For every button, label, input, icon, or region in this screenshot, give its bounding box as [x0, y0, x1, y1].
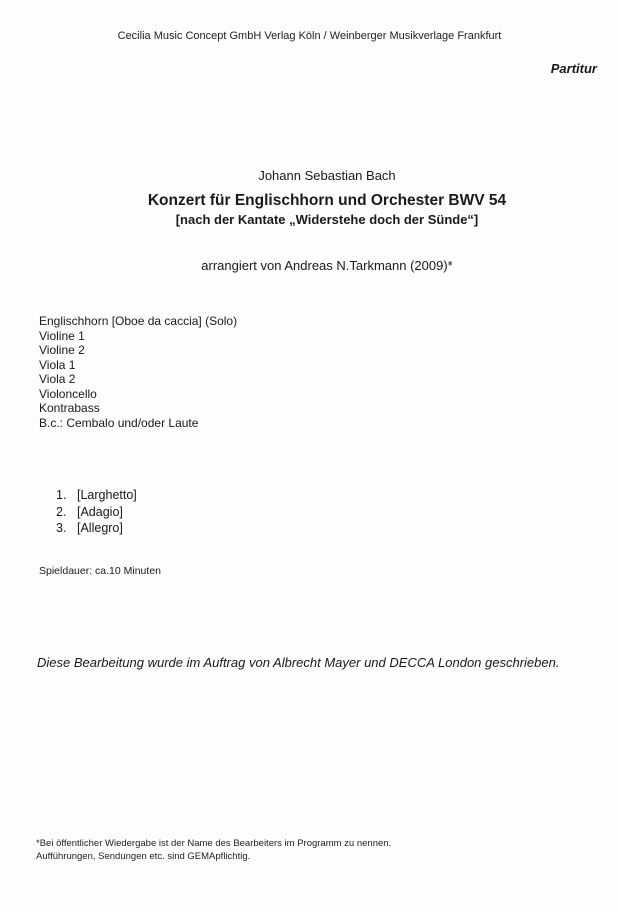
instrumentation-list [39, 314, 237, 430]
footnote [36, 838, 391, 863]
movement-number: 3. [56, 521, 67, 535]
movement-list [56, 487, 137, 537]
movement-item [56, 487, 137, 504]
instrument-item: Violine 2 [39, 343, 85, 357]
instrument-item: Viola 1 [39, 357, 76, 372]
commission-note: Diese Bearbeitung wurde im Auftrag von Albrecht Mayer und DECCA London geschrieben. [37, 655, 560, 670]
movement-number: 1. [56, 488, 67, 502]
work-subtitle: [nach der Kantate „Widerstehe doch der Sünde“] [175, 212, 479, 227]
instrument-item: Kontrabass [39, 401, 100, 415]
movement-name: [Larghetto] [77, 488, 137, 502]
instrument-item: Englischhorn [Oboe da caccia] (Solo) [39, 314, 238, 328]
movement-number: 2. [56, 504, 67, 519]
movement-name: [Allegro] [77, 521, 123, 535]
performance-duration: Spieldauer: ca.10 Minuten [39, 565, 161, 577]
movement-name: [Adagio] [77, 504, 123, 519]
publisher-line: Cecilia Music Concept GmbH Verlag Köln / Weinberger Musikverlage Frankfurt [117, 30, 502, 42]
arranger-credit: arrangiert von Andreas N.Tarkmann (2009)* [201, 258, 453, 273]
movement-item [56, 504, 137, 521]
score-type-label: Partitur [550, 61, 597, 76]
footnote-line: *Bei öffentlicher Wiedergabe ist der Name des Bearbeiters im Programm zu nennen. [36, 838, 392, 849]
instrument-item: B.c.: Cembalo und/oder Laute [39, 415, 199, 430]
movement-item [56, 520, 137, 537]
instrument-item: Violoncello [39, 386, 97, 401]
instrument-item: Violine 1 [39, 328, 85, 343]
work-title: Konzert für Englischhorn und Orchester BWV 54 [147, 192, 507, 209]
instrument-item: Viola 2 [39, 372, 76, 386]
composer-name: Johann Sebastian Bach [258, 168, 396, 183]
footnote-line: Aufführungen, Sendungen etc. sind GEMApflichtig. [36, 850, 251, 862]
